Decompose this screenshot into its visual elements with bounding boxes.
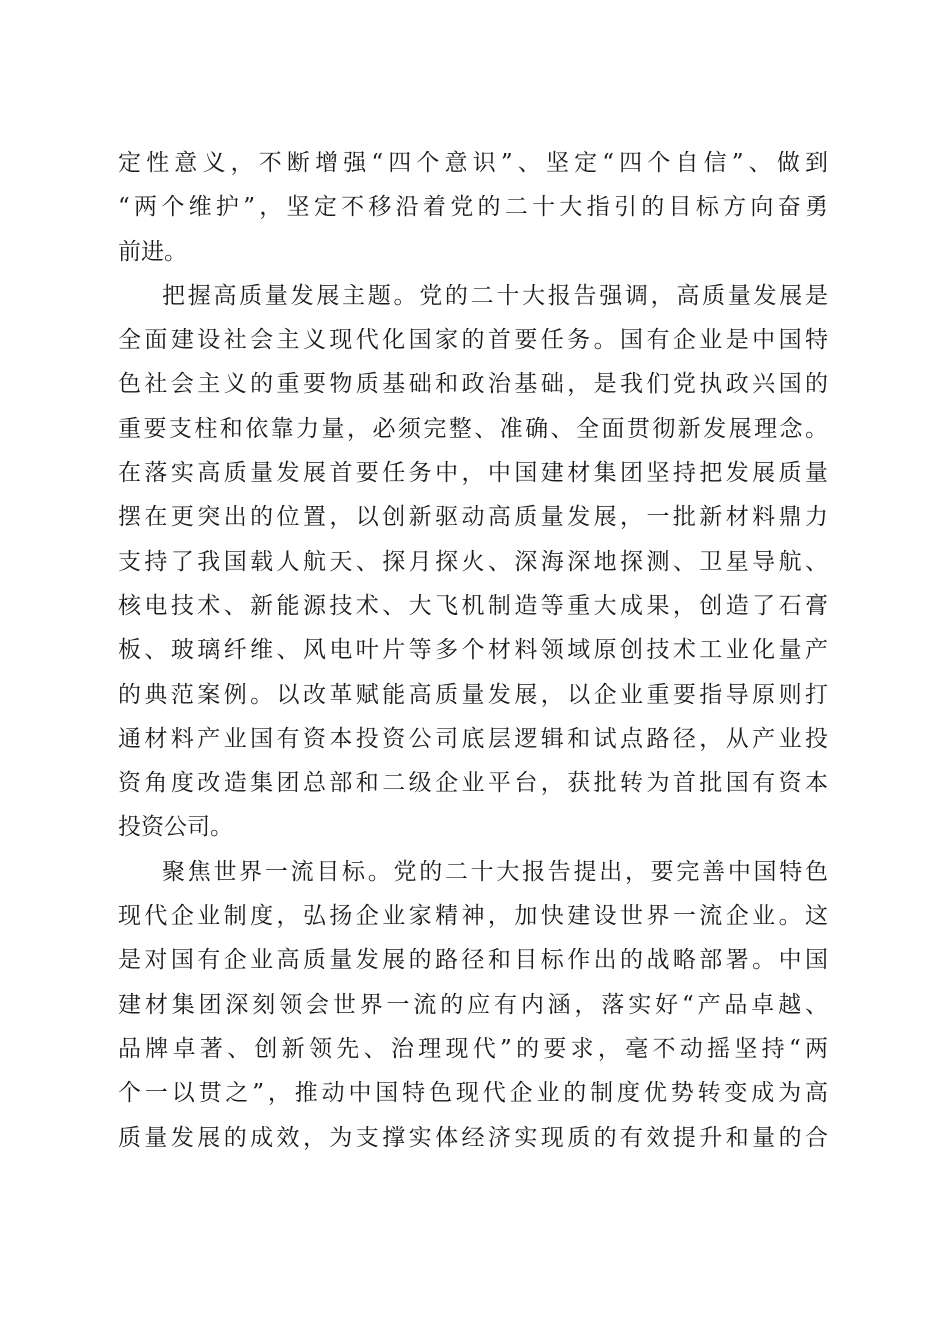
text-line: 现代企业制度，弘扬企业家精神，加快建设世界一流企业。这 [118,903,828,930]
text-line: 资角度改造集团总部和二级企业平台，获批转为首批国有资本 [118,770,828,797]
paragraph-heading-line: 把握高质量发展主题。党的二十大报告强调，高质量发展是 [162,282,828,309]
text-line: “两个维护”，坚定不移沿着党的二十大指引的目标方向奋勇 [118,194,828,221]
text-line: 色社会主义的重要物质基础和政治基础，是我们党执政兴国的 [118,371,828,398]
text-line: 是对国有企业高质量发展的路径和目标作出的战略部署。中国 [118,947,828,974]
text-line: 投资公司。 [118,814,233,841]
text-line: 通材料产业国有资本投资公司底层逻辑和试点路径，从产业投 [118,725,828,752]
text-line: 板、玻璃纤维、风电叶片等多个材料领域原创技术工业化量产 [118,637,828,664]
text-line: 建材集团深刻领会世界一流的应有内涵，落实好“产品卓越、 [118,991,828,1018]
text-line: 前进。 [118,238,187,265]
text-line: 在落实高质量发展首要任务中，中国建材集团坚持把发展质量 [118,460,828,487]
paragraph-heading-line: 聚焦世界一流目标。党的二十大报告提出，要完善中国特色 [162,858,828,885]
text-line: 定性意义，不断增强“四个意识”、坚定“四个自信”、做到 [118,150,828,176]
text-line: 的典范案例。以改革赋能高质量发展，以企业重要指导原则打 [118,681,828,708]
text-line: 个一以贯之”，推动中国特色现代企业的制度优势转变成为高 [118,1080,828,1107]
document-body [118,141,828,1160]
text-line: 支持了我国载人航天、探月探火、深海深地探测、卫星导航、 [118,548,828,575]
text-line: 全面建设社会主义现代化国家的首要任务。国有企业是中国特 [118,327,828,354]
text-line: 核电技术、新能源技术、大飞机制造等重大成果，创造了石膏 [118,592,828,619]
text-line: 质量发展的成效，为支撑实体经济实现质的有效提升和量的合 [118,1124,828,1151]
text-line: 重要支柱和依靠力量，必须完整、准确、全面贯彻新发展理念。 [118,415,828,442]
text-line: 摆在更突出的位置，以创新驱动高质量发展，一批新材料鼎力 [118,504,828,531]
text-line: 品牌卓著、创新领先、治理现代”的要求，毫不动摇坚持“两 [118,1035,828,1062]
